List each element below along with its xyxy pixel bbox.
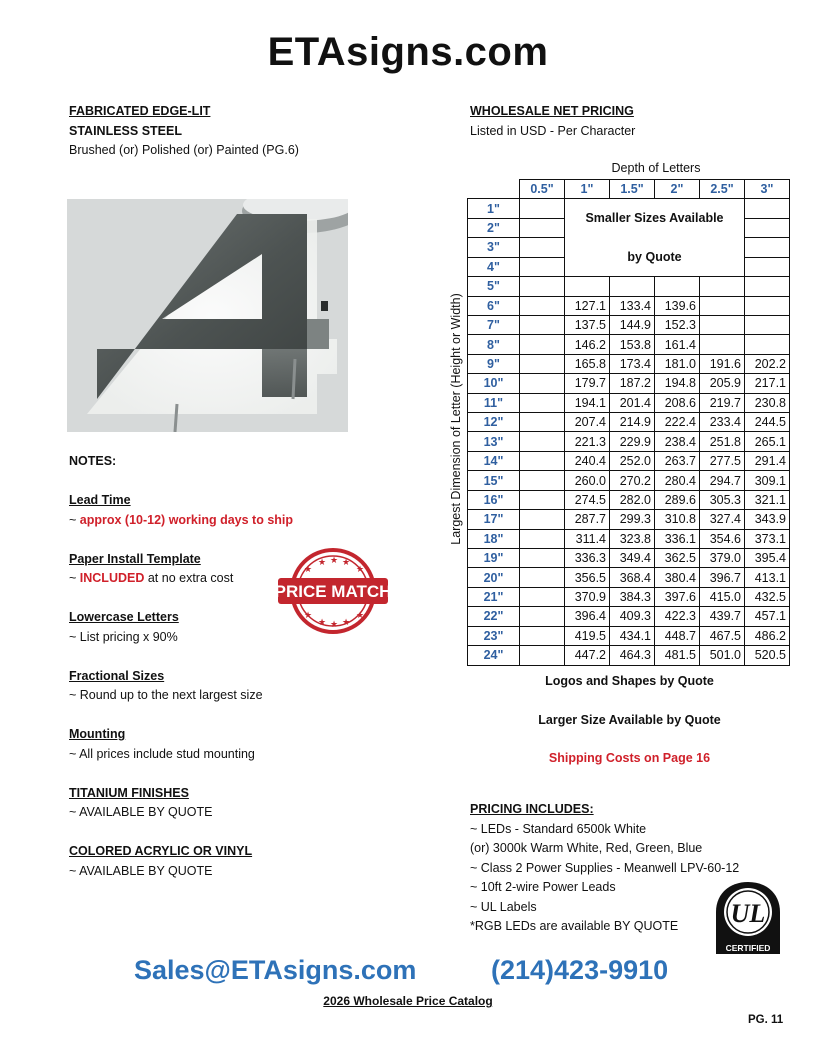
size-label: 20"	[468, 568, 520, 587]
price-cell: 165.8	[565, 354, 610, 373]
price-cell: 373.1	[745, 529, 790, 548]
price-cell: 282.0	[610, 490, 655, 509]
svg-text:★: ★	[330, 556, 339, 566]
price-cell: 481.5	[655, 646, 700, 665]
template-highlight: INCLUDED	[79, 571, 145, 585]
price-cell: 127.1	[565, 296, 610, 315]
price-cell: 343.9	[745, 510, 790, 529]
size-label: 8"	[468, 335, 520, 354]
price-cell: 133.4	[610, 296, 655, 315]
price-cell: 396.4	[565, 607, 610, 626]
table-row	[468, 451, 790, 470]
table-row	[468, 374, 790, 393]
depth-header: 2"	[655, 180, 700, 199]
size-label: 21"	[468, 587, 520, 606]
notes-heading: NOTES:	[69, 454, 117, 468]
table-cell	[745, 277, 790, 296]
price-cell: 323.8	[610, 529, 655, 548]
price-cell: 146.2	[565, 335, 610, 354]
price-cell	[520, 374, 565, 393]
table-row	[468, 626, 790, 645]
size-label: 16"	[468, 490, 520, 509]
pricing-title: WHOLESALE NET PRICING	[470, 104, 634, 118]
price-cell: 252.0	[610, 451, 655, 470]
svg-text:★: ★	[304, 565, 313, 575]
price-cell: 501.0	[700, 646, 745, 665]
includes-section	[470, 800, 739, 937]
svg-text:★: ★	[330, 620, 339, 630]
price-cell: 415.0	[700, 587, 745, 606]
price-cell: 309.1	[745, 471, 790, 490]
quote-line: Smaller Sizes Available	[585, 210, 724, 225]
price-cell: 208.6	[655, 393, 700, 412]
table-cell	[745, 257, 790, 276]
price-cell: 356.5	[565, 568, 610, 587]
table-row	[468, 510, 790, 529]
price-cell: 265.1	[745, 432, 790, 451]
price-cell: 413.1	[745, 568, 790, 587]
price-table	[467, 179, 790, 666]
price-cell: 447.2	[565, 646, 610, 665]
price-cell: 321.1	[745, 490, 790, 509]
table-header-row	[468, 180, 790, 199]
table-row	[468, 277, 790, 296]
table-row	[468, 646, 790, 665]
price-cell: 419.5	[565, 626, 610, 645]
size-label: 22"	[468, 607, 520, 626]
product-line1: FABRICATED EDGE-LIT	[69, 104, 211, 118]
table-cell	[700, 277, 745, 296]
price-cell: 214.9	[610, 413, 655, 432]
lowercase-text: ~ List pricing x 90%	[69, 629, 178, 644]
table-cell	[745, 218, 790, 237]
includes-item: ~ LEDs - Standard 6500k White	[470, 821, 647, 836]
size-label: 6"	[468, 296, 520, 315]
price-cell: 238.4	[655, 432, 700, 451]
table-row	[468, 199, 790, 218]
size-label: 23"	[468, 626, 520, 645]
price-cell: 448.7	[655, 626, 700, 645]
size-label: 24"	[468, 646, 520, 665]
price-cell: 362.5	[655, 549, 700, 568]
product-line3: Brushed (or) Polished (or) Painted (PG.6)	[69, 143, 299, 157]
price-cell	[700, 296, 745, 315]
titanium-title: TITANIUM FINISHES	[69, 785, 189, 800]
logos-note: Logos and Shapes by Quote	[545, 674, 714, 688]
price-cell: 310.8	[655, 510, 700, 529]
svg-text:★: ★	[318, 558, 327, 568]
depth-header: 1"	[565, 180, 610, 199]
price-cell: 137.5	[565, 315, 610, 334]
price-cell: 380.4	[655, 568, 700, 587]
price-cell: 139.6	[655, 296, 700, 315]
price-cell: 251.8	[700, 432, 745, 451]
table-row	[468, 471, 790, 490]
price-cell: 207.4	[565, 413, 610, 432]
price-cell	[520, 315, 565, 334]
price-cell	[520, 393, 565, 412]
price-cell: 233.4	[700, 413, 745, 432]
price-cell: 397.6	[655, 587, 700, 606]
svg-text:★: ★	[342, 558, 351, 568]
depth-header: 0.5"	[520, 180, 565, 199]
price-cell: 396.7	[700, 568, 745, 587]
price-cell: 194.8	[655, 374, 700, 393]
size-label: 4"	[468, 257, 520, 276]
price-cell	[520, 432, 565, 451]
price-match-text: PRICE MATCH	[277, 582, 389, 601]
price-cell: 409.3	[610, 607, 655, 626]
quote-line: by Quote	[627, 249, 682, 264]
depth-header: 2.5"	[700, 180, 745, 199]
price-cell	[745, 315, 790, 334]
price-cell	[520, 646, 565, 665]
price-cell: 520.5	[745, 646, 790, 665]
fractional-title: Fractional Sizes	[69, 668, 165, 683]
price-cell	[520, 451, 565, 470]
depth-label: Depth of Letters	[611, 161, 701, 175]
price-cell	[520, 607, 565, 626]
size-label: 17"	[468, 510, 520, 529]
price-cell: 289.6	[655, 490, 700, 509]
product-line2: STAINLESS STEEL	[69, 123, 182, 138]
price-cell: 439.7	[700, 607, 745, 626]
mounting-title: Mounting	[69, 727, 126, 741]
price-cell: 280.4	[655, 471, 700, 490]
size-label: 11"	[468, 393, 520, 412]
price-cell: 219.7	[700, 393, 745, 412]
price-match-badge	[277, 548, 389, 634]
price-cell	[520, 626, 565, 645]
price-cell	[520, 354, 565, 373]
footer-phone-link[interactable]: (214)423-9910	[491, 955, 669, 985]
table-row	[468, 529, 790, 548]
size-label: 10"	[468, 374, 520, 393]
notes-section	[69, 452, 293, 881]
price-cell: 287.7	[565, 510, 610, 529]
price-cell	[520, 490, 565, 509]
price-cell: 457.1	[745, 607, 790, 626]
lead-time-title: Lead Time	[69, 493, 131, 507]
price-cell: 384.3	[610, 587, 655, 606]
table-cell	[520, 277, 565, 296]
size-label: 15"	[468, 471, 520, 490]
table-cell	[520, 218, 565, 237]
price-cell	[700, 335, 745, 354]
includes-item: (or) 3000k Warm White, Red, Green, Blue	[470, 841, 703, 855]
table-row	[468, 607, 790, 626]
price-cell: 181.0	[655, 354, 700, 373]
template-title: Paper Install Template	[69, 551, 201, 566]
depth-header: 1.5"	[610, 180, 655, 199]
price-cell: 274.5	[565, 490, 610, 509]
price-cell: 370.9	[565, 587, 610, 606]
price-cell: 349.4	[610, 549, 655, 568]
includes-item: ~ 10ft 2-wire Power Leads	[470, 880, 616, 894]
price-cell: 336.1	[655, 529, 700, 548]
price-cell: 263.7	[655, 451, 700, 470]
price-cell: 221.3	[565, 432, 610, 451]
price-cell	[520, 529, 565, 548]
price-cell	[700, 315, 745, 334]
price-cell: 222.4	[655, 413, 700, 432]
price-cell: 336.3	[565, 549, 610, 568]
acrylic-text: ~ AVAILABLE BY QUOTE	[69, 863, 213, 878]
price-cell: 217.1	[745, 374, 790, 393]
table-row	[468, 335, 790, 354]
price-cell: 229.9	[610, 432, 655, 451]
price-cell: 153.8	[610, 335, 655, 354]
acrylic-title: COLORED ACRYLIC OR VINYL	[69, 844, 253, 858]
size-label: 12"	[468, 413, 520, 432]
price-cell: 395.4	[745, 549, 790, 568]
price-cell	[520, 510, 565, 529]
price-cell	[520, 568, 565, 587]
larger-note: Larger Size Available by Quote	[538, 713, 721, 727]
price-cell: 379.0	[700, 549, 745, 568]
price-cell: 311.4	[565, 529, 610, 548]
ul-certified-logo	[713, 880, 783, 956]
table-row	[468, 490, 790, 509]
price-cell: 161.4	[655, 335, 700, 354]
price-cell: 277.5	[700, 451, 745, 470]
price-cell: 270.2	[610, 471, 655, 490]
table-cell	[655, 277, 700, 296]
price-cell: 327.4	[700, 510, 745, 529]
price-cell: 305.3	[700, 490, 745, 509]
fractional-text: ~ Round up to the next largest size	[69, 688, 263, 702]
table-cell	[520, 199, 565, 218]
price-cell: 260.0	[565, 471, 610, 490]
svg-text:★: ★	[356, 611, 365, 621]
svg-text:★: ★	[342, 618, 351, 628]
table-row	[468, 549, 790, 568]
size-label: 14"	[468, 451, 520, 470]
depth-header: 3"	[745, 180, 790, 199]
price-cell: 230.8	[745, 393, 790, 412]
svg-text:★: ★	[356, 565, 365, 575]
lead-time-value: approx (10-12) working days to ship	[79, 512, 294, 527]
lead-time-line: ~ approx (10-12) working days to ship	[69, 512, 294, 527]
size-label: 13"	[468, 432, 520, 451]
table-row	[468, 315, 790, 334]
table-row	[468, 354, 790, 373]
price-cell: 294.7	[700, 471, 745, 490]
product-heading	[69, 102, 299, 161]
footer-email-link[interactable]: Sales@ETAsigns.com	[134, 955, 417, 985]
shipping-note: Shipping Costs on Page 16	[548, 751, 711, 765]
price-cell: 179.7	[565, 374, 610, 393]
lowercase-title: Lowercase Letters	[69, 610, 179, 624]
svg-text:★: ★	[304, 611, 313, 621]
pricing-subtitle: Listed in USD - Per Character	[470, 123, 636, 138]
table-cell	[565, 277, 610, 296]
price-cell	[520, 413, 565, 432]
size-label: 3"	[468, 238, 520, 257]
template-line: ~ INCLUDED at no extra cost	[69, 571, 234, 585]
table-row	[468, 568, 790, 587]
includes-item: ~ Class 2 Power Supplies - Meanwell LPV-60-12	[470, 860, 740, 875]
price-cell: 201.4	[610, 393, 655, 412]
table-row	[468, 432, 790, 451]
table-cell	[520, 238, 565, 257]
price-cell	[520, 296, 565, 315]
table-cell	[745, 238, 790, 257]
price-cell: 464.3	[610, 646, 655, 665]
table-corner	[468, 180, 520, 199]
includes-item: *RGB LEDs are available BY QUOTE	[470, 919, 679, 933]
price-cell: 467.5	[700, 626, 745, 645]
size-label: 19"	[468, 549, 520, 568]
svg-text:★: ★	[318, 618, 327, 628]
size-label: 1"	[468, 199, 520, 218]
size-label: 9"	[468, 354, 520, 373]
price-cell: 173.4	[610, 354, 655, 373]
includes-title: PRICING INCLUDES:	[470, 802, 594, 816]
price-cell: 291.4	[745, 451, 790, 470]
ul-text: CERTIFIED	[725, 943, 771, 953]
pricing-heading	[470, 102, 635, 141]
price-cell: 144.9	[610, 315, 655, 334]
price-cell: 187.2	[610, 374, 655, 393]
quote-note	[565, 199, 745, 277]
price-cell	[520, 587, 565, 606]
table-cell	[520, 257, 565, 276]
table-cell	[610, 277, 655, 296]
price-cell: 152.3	[655, 315, 700, 334]
table-row	[468, 296, 790, 315]
price-cell: 434.1	[610, 626, 655, 645]
size-label: 5"	[468, 277, 520, 296]
price-cell	[745, 296, 790, 315]
product-photo	[67, 199, 348, 432]
price-cell	[520, 335, 565, 354]
price-cell: 191.6	[700, 354, 745, 373]
ul-mark: UL	[730, 899, 766, 928]
price-cell	[520, 549, 565, 568]
page-title: ETAsigns.com	[267, 30, 549, 74]
price-cell: 422.3	[655, 607, 700, 626]
size-label: 18"	[468, 529, 520, 548]
price-cell: 205.9	[700, 374, 745, 393]
price-cell: 486.2	[745, 626, 790, 645]
price-cell: 354.6	[700, 529, 745, 548]
size-label: 2"	[468, 218, 520, 237]
mounting-text: ~ All prices include stud mounting	[69, 746, 255, 761]
titanium-text: ~ AVAILABLE BY QUOTE	[69, 805, 213, 819]
table-row	[468, 413, 790, 432]
price-cell	[520, 471, 565, 490]
price-cell: 432.5	[745, 587, 790, 606]
table-row	[468, 587, 790, 606]
price-cell: 240.4	[565, 451, 610, 470]
price-cell: 202.2	[745, 354, 790, 373]
catalog-title: 2026 Wholesale Price Catalog	[323, 994, 493, 1008]
includes-item: ~ UL Labels	[470, 899, 537, 914]
price-cell	[745, 335, 790, 354]
table-row	[468, 393, 790, 412]
price-cell: 244.5	[745, 413, 790, 432]
price-cell: 368.4	[610, 568, 655, 587]
size-label: 7"	[468, 315, 520, 334]
price-cell: 299.3	[610, 510, 655, 529]
page-number: PG. 11	[748, 1014, 784, 1026]
table-cell	[745, 199, 790, 218]
price-cell: 194.1	[565, 393, 610, 412]
